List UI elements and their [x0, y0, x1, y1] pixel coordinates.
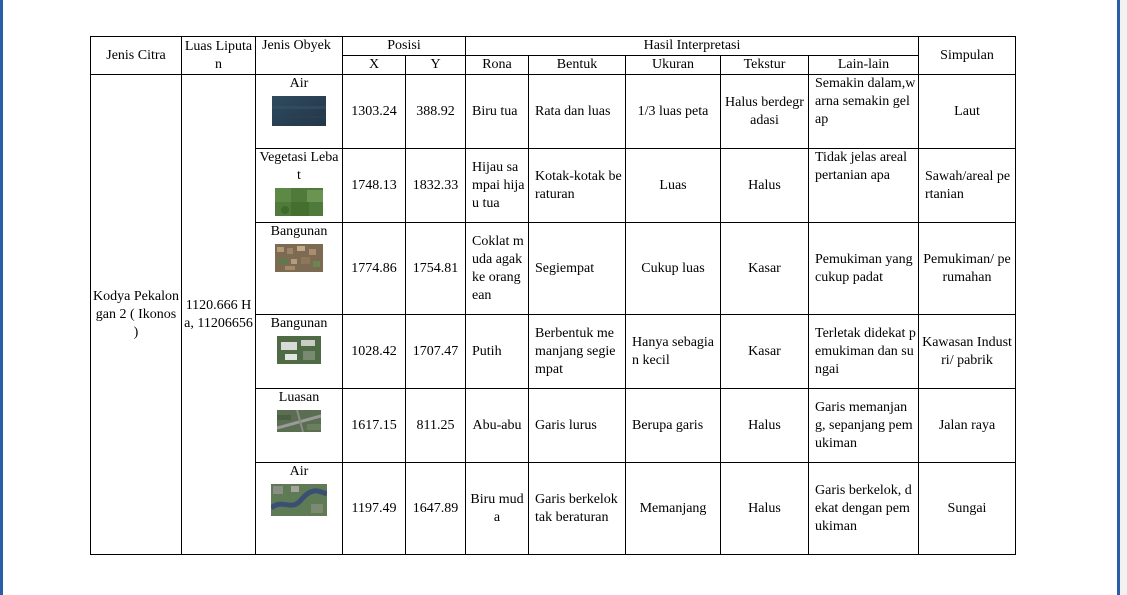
vertical-scrollbar[interactable]: [1120, 0, 1127, 595]
cell-rona: Abu-abu: [466, 389, 529, 463]
cell-simpulan: Jalan raya: [919, 389, 1016, 463]
cell-tekstur: Halus: [721, 463, 809, 555]
cell-bentuk: Rata dan luas: [529, 75, 626, 149]
cell-rona: Biru muda: [466, 463, 529, 555]
river-thumbnail: [271, 484, 327, 516]
header-ukuran: Ukuran: [626, 56, 721, 75]
cell-obyek: [256, 463, 343, 555]
cell-ukuran: Berupa garis: [626, 389, 721, 463]
obyek-label: Bangunan: [270, 316, 328, 331]
cell-simpulan: Laut: [919, 75, 1016, 149]
window-left-edge: [0, 0, 3, 595]
cell-x: 1617.15: [343, 389, 406, 463]
cell-bentuk: Kotak-kotak beraturan: [529, 149, 626, 223]
header-x: X: [343, 56, 406, 75]
obyek-label: Luasan: [278, 390, 320, 405]
cell-ukuran: Hanya sebagian kecil: [626, 315, 721, 389]
header-luas-liputan: Luas Liputan: [182, 37, 256, 75]
cell-lain-lain: Terletak didekat pemukiman dan sungai: [809, 315, 919, 389]
cell-y: 1832.33: [406, 149, 466, 223]
header-rona: Rona: [466, 56, 529, 75]
vegetation-thumbnail: [275, 188, 323, 216]
cell-lain-lain: Garis berkelok, dekat dengan pemukiman: [809, 463, 919, 555]
cell-y: 388.92: [406, 75, 466, 149]
cell-tekstur: Halus: [721, 149, 809, 223]
cell-ukuran: Luas: [626, 149, 721, 223]
cell-y: 1647.89: [406, 463, 466, 555]
cell-bentuk: Garis berkelok tak beraturan: [529, 463, 626, 555]
cell-simpulan: Pemukiman/ perumahan: [919, 223, 1016, 315]
header-tekstur: Tekstur: [721, 56, 809, 75]
cell-tekstur: Halus berdegradasi: [721, 75, 809, 149]
cell-rona: Biru tua: [466, 75, 529, 149]
cell-obyek: [256, 315, 343, 389]
header-row-1: [91, 37, 1016, 56]
cell-rona: Coklat muda agak ke orangean: [466, 223, 529, 315]
cell-lain-lain: Tidak jelas areal pertanian apa: [809, 149, 919, 223]
obyek-label: Vegetasi Lebat: [259, 150, 339, 183]
industry-thumbnail: [277, 336, 321, 364]
cell-x: 1303.24: [343, 75, 406, 149]
cell-lain-lain: Semakin dalam,warna semakin gelap: [809, 75, 919, 149]
cell-obyek: [256, 389, 343, 463]
cell-rona: Putih: [466, 315, 529, 389]
obyek-label: Air: [289, 464, 309, 479]
cell-obyek: [256, 149, 343, 223]
cell-bentuk: Segiempat: [529, 223, 626, 315]
cell-simpulan: Sungai: [919, 463, 1016, 555]
cell-y: 1707.47: [406, 315, 466, 389]
cell-ukuran: Memanjang: [626, 463, 721, 555]
cell-tekstur: Halus: [721, 389, 809, 463]
cell-x: 1028.42: [343, 315, 406, 389]
cell-y: 811.25: [406, 389, 466, 463]
header-posisi: Posisi: [343, 37, 466, 56]
cell-tekstur: Kasar: [721, 315, 809, 389]
header-lain-lain: Lain-lain: [809, 56, 919, 75]
cell-ukuran: Cukup luas: [626, 223, 721, 315]
cell-y: 1754.81: [406, 223, 466, 315]
header-y: Y: [406, 56, 466, 75]
cell-lain-lain: Garis memanjang, sepanjang pemukiman: [809, 389, 919, 463]
cell-simpulan: Sawah/areal pertanian: [919, 149, 1016, 223]
cell-rona: Hijau sampai hijau tua: [466, 149, 529, 223]
header-jenis-citra: Jenis Citra: [91, 37, 182, 75]
cell-lain-lain: Pemukiman yang cukup padat: [809, 223, 919, 315]
cell-bentuk: Berbentuk memanjang segiempat: [529, 315, 626, 389]
cell-x: 1774.86: [343, 223, 406, 315]
road-thumbnail: [277, 410, 321, 432]
cell-obyek: [256, 75, 343, 149]
header-jenis-obyek: Jenis Obyek: [256, 37, 343, 75]
table-row: [91, 75, 1016, 149]
interpretation-table: [90, 36, 1016, 555]
cell-simpulan: Kawasan Industri/ pabrik: [919, 315, 1016, 389]
sea-thumbnail: [272, 96, 326, 126]
header-bentuk: Bentuk: [529, 56, 626, 75]
header-simpulan: Simpulan: [919, 37, 1016, 75]
cell-jenis-citra: Kodya Pekalongan 2 ( Ikonos ): [91, 75, 182, 555]
settlement-thumbnail: [275, 244, 323, 272]
cell-obyek: [256, 223, 343, 315]
cell-tekstur: Kasar: [721, 223, 809, 315]
obyek-label: Bangunan: [270, 224, 328, 239]
cell-ukuran: 1/3 luas peta: [626, 75, 721, 149]
obyek-label: Air: [289, 76, 309, 91]
cell-luas-liputan: 1120.666 Ha, 11206656: [182, 75, 256, 555]
cell-x: 1748.13: [343, 149, 406, 223]
header-hasil-interpretasi: Hasil Interpretasi: [466, 37, 919, 56]
cell-x: 1197.49: [343, 463, 406, 555]
cell-bentuk: Garis lurus: [529, 389, 626, 463]
